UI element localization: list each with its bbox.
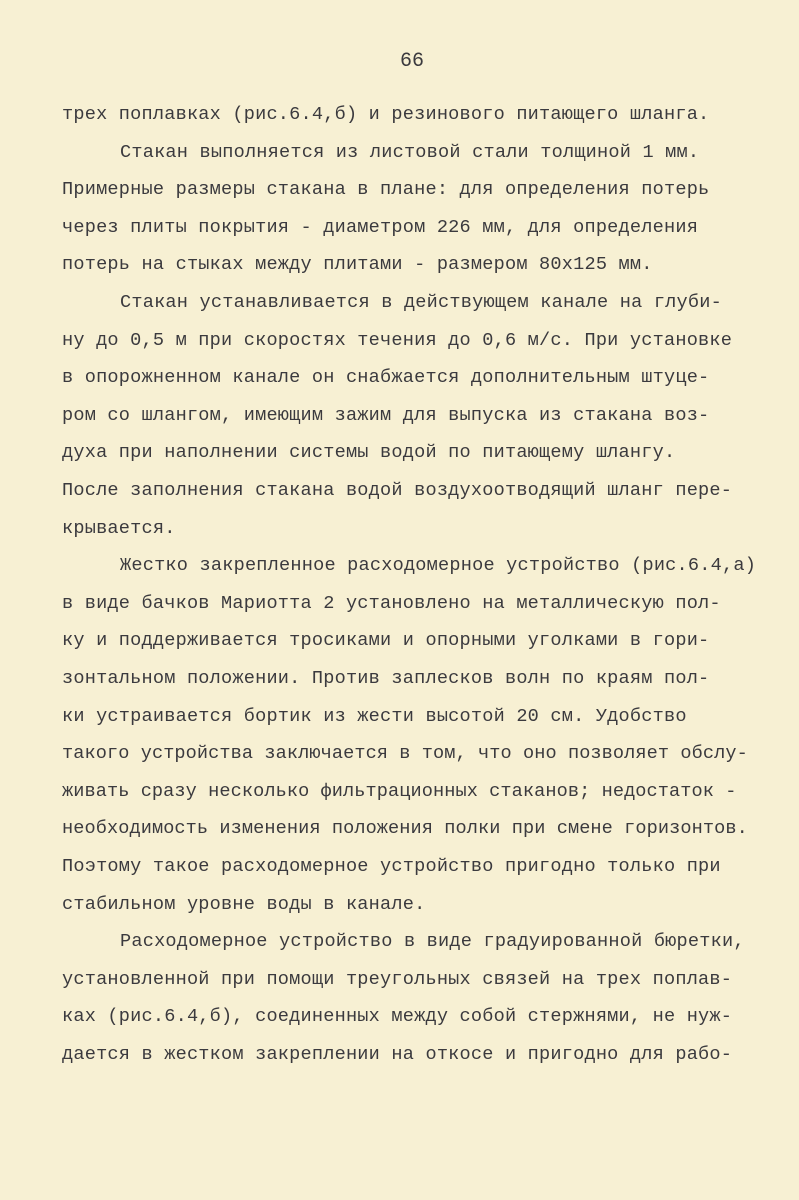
text-line: дается в жестком закреплении на откосе и пригодно для рабо- [62,1044,733,1065]
text-line: крывается. [62,517,176,539]
text-line: После заполнения стакана водой воздухоотводящий шланг пере- [62,480,733,501]
text-line: ром со шлангом, имеющим зажим для выпуска из стакана воз- [62,404,710,426]
text-line: зонтальном положении. Против заплесков волн по краям пол- [62,668,710,689]
text-line: живать сразу несколько фильтрационных стаканов; недостаток - [62,780,737,802]
text-line: трех поплавках (рис.6.4,б) и резинового питающего шланга. [62,104,710,125]
text-line: через плиты покрытия - диаметром 226 мм, для определения [62,216,699,238]
text-line: Стакан устанавливается в действующем канале на глуби- [120,292,722,313]
text-line: Поэтому такое расходомерное устройство пригодно только при [62,856,721,877]
text-line: Стакан выполняется из листовой стали толщиной 1 мм. [120,141,700,163]
text-line: ках (рис.6.4,б), соединенных между собой стержнями, не нуж- [62,1006,733,1028]
text-line: Расходомерное устройство в виде градуированной бюретки, [120,931,745,953]
page-number: 66 [400,50,425,73]
text-line: ку и поддерживается тросиками и опорными уголками в гори- [62,630,710,652]
text-line: ки устраивается бортик из жести высотой 20 см. Удобство [62,705,687,727]
text-line: такого устройства заключается в том, что оно позволяет обслу- [62,743,748,765]
text-line: ну до 0,5 м при скоростях течения до 0,6 м/с. При установке [62,329,733,351]
text-line: необходимость изменения положения полки при смене горизонтов. [62,818,748,840]
text-line: Примерные размеры стакана в плане: для определения потерь [62,179,710,201]
text-line: потерь на стыках между плитами - размером 80х125 мм. [62,254,653,276]
text-line: стабильном уровне воды в канале. [62,893,426,915]
text-line: Жестко закрепленное расходомерное устройство (рис.6.4,а) [120,555,757,577]
text-line: в виде бачков Мариотта 2 установлено на металлическую пол- [62,592,721,614]
text-line: в опорожненном канале он снабжается дополнительным штуце- [62,367,710,389]
text-line: духа при наполнении системы водой по питающему шлангу. [62,442,676,464]
text-line: установленной при помощи треугольных связей на трех поплав- [62,968,733,990]
